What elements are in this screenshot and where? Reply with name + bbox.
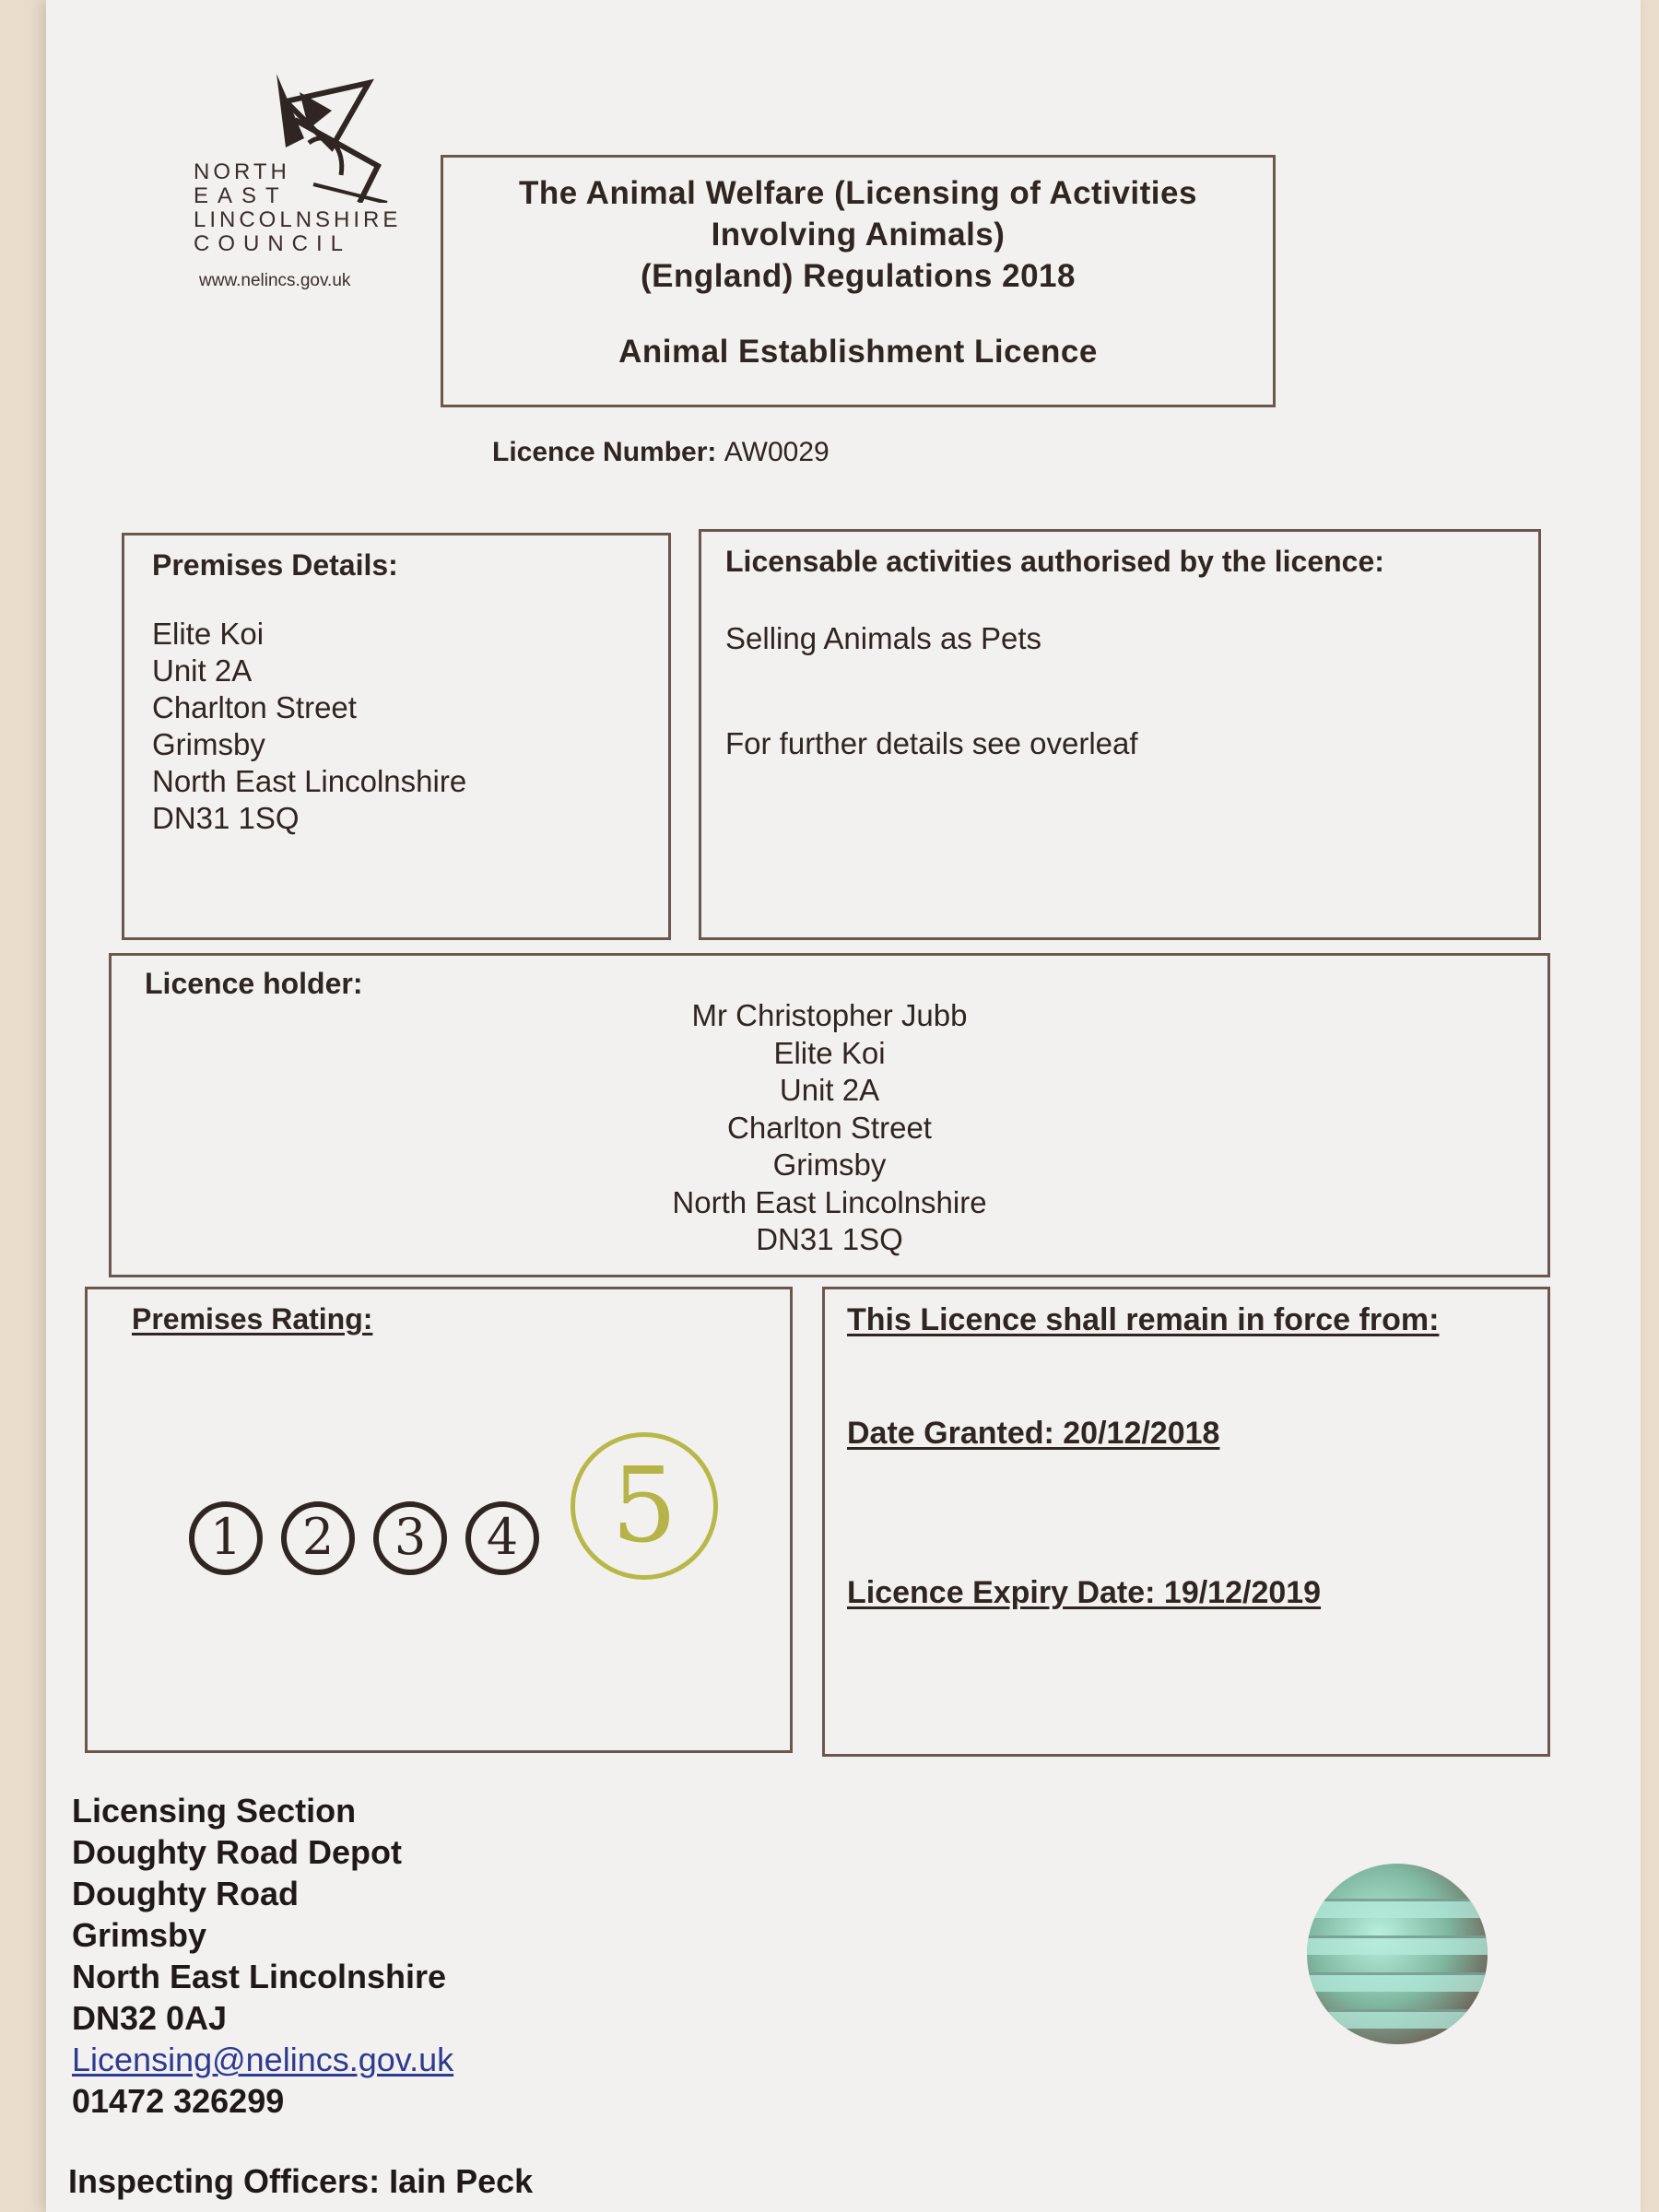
- hologram-seal-icon: [1307, 1864, 1488, 2044]
- title-line: (England) Regulations 2018: [641, 258, 1076, 294]
- regulation-title: [443, 172, 1273, 297]
- validity-box: [822, 1287, 1550, 1757]
- council-name: [194, 160, 415, 256]
- licence-number: [492, 437, 830, 468]
- licence-sheet: [46, 0, 1641, 2212]
- activities-heading: Licensable activities authorised by the licence:: [725, 545, 1384, 578]
- logo-line: NORTH: [194, 159, 290, 184]
- rating-circle-2: 2: [281, 1501, 355, 1575]
- address-line: Elite Koi: [152, 617, 265, 651]
- logo-line: LINCOLNSHIRE: [194, 207, 402, 232]
- contact-line: North East Lincolnshire: [72, 1958, 447, 1995]
- title-box: [441, 155, 1276, 407]
- activity-item: Selling Animals as Pets: [725, 621, 1042, 655]
- contact-line: Doughty Road: [72, 1875, 299, 1912]
- address-line: North East Lincolnshire: [152, 764, 467, 798]
- contact-block: [72, 1790, 453, 2122]
- council-url[interactable]: www.nelincs.gov.uk: [199, 271, 351, 290]
- title-line: Involving Animals): [711, 217, 1006, 253]
- rating-circle-5-selected: 5: [571, 1432, 718, 1580]
- holder-line: Grimsby: [772, 1147, 887, 1182]
- address-line: Unit 2A: [152, 653, 253, 688]
- premises-address: [152, 616, 641, 837]
- holder-heading: Licence holder:: [145, 967, 363, 1000]
- inspecting-officers: Inspecting Officers: Iain Peck: [68, 2162, 534, 2200]
- rating-box: [85, 1287, 793, 1753]
- licence-number-label: Licence Number:: [492, 437, 717, 467]
- licence-number-value: AW0029: [724, 437, 830, 467]
- holder-address: [145, 997, 1514, 1259]
- holder-box: [109, 953, 1550, 1277]
- logo-line: COUNCIL: [194, 231, 352, 256]
- activities-note: For further details see overleaf: [725, 726, 1138, 760]
- rating-circle-3: 3: [373, 1501, 447, 1575]
- holder-line: Mr Christopher Jubb: [691, 998, 968, 1032]
- activities-box: [699, 529, 1541, 940]
- contact-line: Doughty Road Depot: [72, 1833, 402, 1871]
- contact-email-link[interactable]: Licensing@nelincs.gov.uk: [72, 2041, 454, 2078]
- address-line: Charlton Street: [152, 690, 357, 724]
- title-line: The Animal Welfare (Licensing of Activities: [519, 175, 1197, 211]
- contact-line: DN32 0AJ: [72, 1999, 228, 2037]
- holder-line: Unit 2A: [779, 1073, 880, 1107]
- licence-type: Animal Establishment Licence: [618, 334, 1098, 370]
- holder-line: DN31 1SQ: [756, 1222, 903, 1256]
- expiry-date: Licence Expiry Date: 19/12/2019: [847, 1575, 1322, 1610]
- council-logo: [147, 65, 442, 304]
- address-line: DN31 1SQ: [152, 801, 300, 835]
- premises-box: [122, 533, 671, 940]
- holder-line: Charlton Street: [727, 1110, 932, 1145]
- rating-circle-4: 4: [465, 1501, 539, 1575]
- validity-heading: This Licence shall remain in force from:: [847, 1302, 1440, 1337]
- holder-line: North East Lincolnshire: [672, 1184, 987, 1219]
- rating-heading: Premises Rating:: [132, 1302, 373, 1335]
- rating-circle-1: 1: [189, 1501, 263, 1575]
- holder-line: Elite Koi: [773, 1035, 886, 1070]
- contact-line: Grimsby: [72, 1916, 207, 1954]
- contact-line: Licensing Section: [72, 1792, 357, 1830]
- date-granted: Date Granted: 20/12/2018: [847, 1416, 1220, 1451]
- contact-phone: 01472 326299: [72, 2082, 285, 2120]
- logo-line: EAST: [194, 183, 288, 208]
- address-line: Grimsby: [152, 727, 265, 761]
- premises-heading: Premises Details:: [152, 548, 398, 582]
